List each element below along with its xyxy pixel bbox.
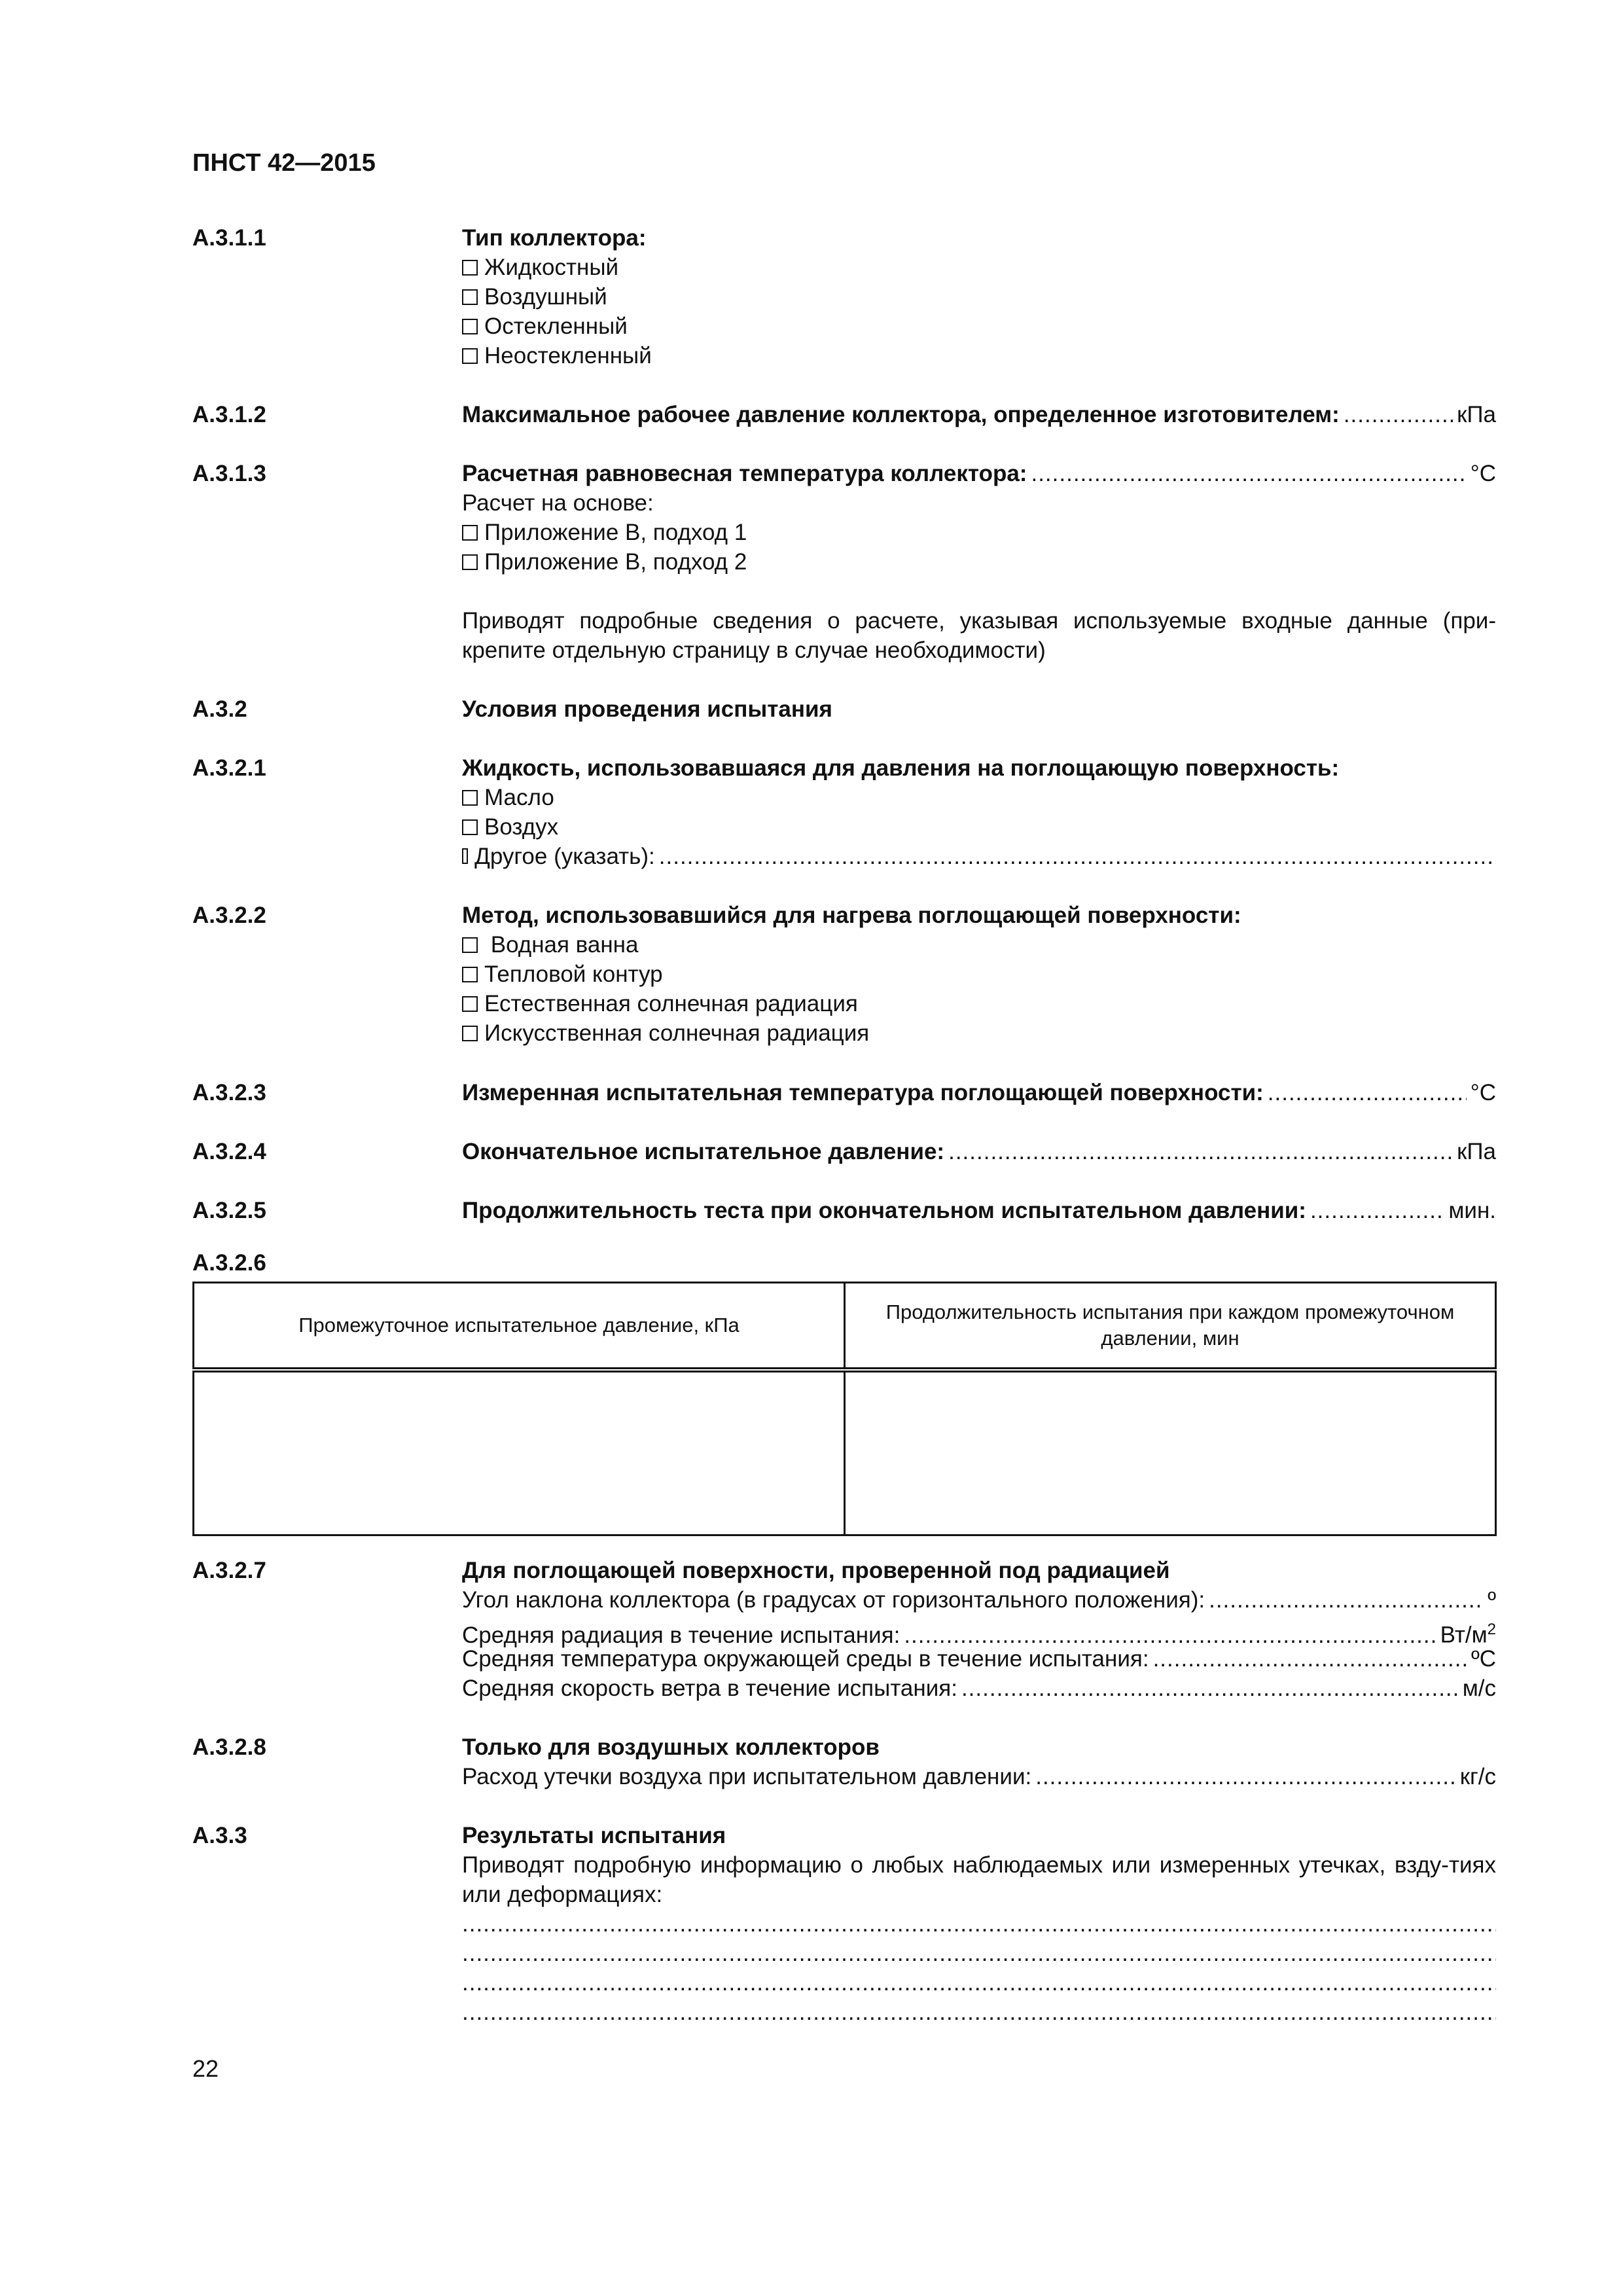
fill-dots [1153, 1644, 1467, 1674]
section-number: А.3.2 [192, 696, 247, 722]
fill-dots [659, 842, 1492, 871]
checkbox-icon[interactable] [462, 260, 478, 276]
fill-dots [961, 1674, 1459, 1703]
section-title: Только для воздушных коллекторов [462, 1734, 880, 1760]
fluid-block [462, 753, 1496, 871]
checkbox-icon[interactable] [462, 319, 478, 334]
checkbox-icon[interactable] [462, 525, 478, 541]
intermediate-pressure-table [192, 1282, 1497, 1536]
fill-dots [1310, 1196, 1444, 1225]
stagnation-temp-block [462, 459, 1496, 665]
checkbox-icon[interactable] [462, 554, 478, 570]
results-instruction: Приводят подробную информацию о любых наблюдаемых или измеренных утечках, взду-тиях или деформациях: [462, 1852, 1496, 1907]
checkbox-icon[interactable] [462, 348, 478, 364]
tilt-angle-field[interactable]: Угол наклона коллектора (в градусах от горизонтального положения): ..... º [462, 1585, 1496, 1615]
test-results-block [462, 1821, 1496, 2027]
fill-dots [1344, 400, 1453, 429]
test-conditions-block [462, 694, 1496, 724]
section-number: А.3.1.1 [192, 225, 266, 251]
option-heat-loop[interactable]: Тепловой контур [462, 960, 1496, 989]
section-number: А.3.3 [192, 1823, 247, 1848]
radiation-test-block [462, 1556, 1496, 1703]
section-title: Метод, использовавшийся для нагрева поглощающей поверхности: [462, 903, 1241, 928]
table-header-row [194, 1283, 1496, 1371]
option-air[interactable]: Воздушный [462, 282, 1496, 312]
avg-ambient-temp-field[interactable]: Средняя температура окружающей среды в течение испытания: ..... ºC [462, 1644, 1496, 1674]
test-duration-field[interactable]: Продолжительность теста при окончательном испытательном давлении: ..... мин. [462, 1196, 1496, 1225]
section-title: Для поглощающей поверхности, проверенной под радиацией [462, 1558, 1170, 1583]
fill-dots [948, 1137, 1453, 1166]
collector-type-block [462, 223, 1496, 370]
fill-dots [1035, 1762, 1455, 1791]
checkbox-icon[interactable] [462, 848, 468, 864]
section-number: А.3.1.3 [192, 461, 266, 486]
table-cell-pressure[interactable] [194, 1370, 845, 1535]
table-row [194, 1370, 1496, 1535]
section-title: Результаты испытания [462, 1823, 726, 1848]
max-pressure-field[interactable]: Максимальное рабочее давление коллектора, определенное изготовителем: ..... кПа [462, 400, 1496, 429]
section-number: А.3.2.2 [192, 903, 266, 928]
option-glazed[interactable]: Остекленный [462, 312, 1496, 341]
table-header-pressure: Промежуточное испытательное давление, кПа [194, 1283, 845, 1371]
option-air-fluid[interactable]: Воздух [462, 812, 1496, 842]
test-duration-block [462, 1196, 1496, 1225]
results-answer-line[interactable] [462, 1909, 1496, 1939]
option-natural-radiation[interactable]: Естественная солнечная радиация [462, 989, 1496, 1018]
avg-radiation-field[interactable]: Средняя радиация в течение испытания: ..... $Вт/м^2$ [462, 1615, 1496, 1644]
final-pressure-block [462, 1137, 1496, 1166]
checkbox-icon[interactable] [462, 937, 478, 953]
absorber-temp-block [462, 1078, 1496, 1107]
checkbox-icon[interactable] [462, 996, 478, 1012]
section-number: А.3.2.3 [192, 1080, 266, 1105]
fill-dots [1031, 459, 1466, 488]
option-artificial-radiation[interactable]: Искусственная солнечная радиация [462, 1018, 1496, 1048]
option-other[interactable]: Другое (указать): ..... [462, 842, 1496, 871]
air-leakage-field[interactable]: Расход утечки воздуха при испытательном давлении: ..... кг/с [462, 1762, 1496, 1791]
checkbox-icon[interactable] [462, 1026, 478, 1041]
section-number: А.3.2.8 [192, 1734, 266, 1760]
results-answer-line[interactable] [462, 1998, 1496, 2027]
max-pressure-block [462, 400, 1496, 429]
section-number: А.3.2.6 [192, 1250, 266, 1276]
heating-method-block [462, 901, 1496, 1048]
results-answer-line[interactable] [462, 1939, 1496, 1968]
section-number: А.3.2.5 [192, 1198, 266, 1223]
air-collectors-block [462, 1732, 1496, 1791]
section-number: А.3.2.1 [192, 755, 266, 781]
avg-wind-speed-field[interactable]: Средняя скорость ветра в течение испытания: ..... м/с [462, 1674, 1496, 1703]
section-title: Условия проведения испытания [462, 696, 832, 722]
option-unglazed[interactable]: Неостекленный [462, 341, 1496, 370]
section-title: Жидкость, использовавшаяся для давления на поглощающую поверхность: [462, 755, 1340, 781]
section-number: А.3.2.4 [192, 1139, 266, 1164]
document-code: ПНСТ 42—2015 [192, 149, 376, 177]
section-number: А.3.1.2 [192, 402, 266, 427]
option-approach-2[interactable]: Приложение В, подход 2 [462, 547, 1496, 577]
checkbox-icon[interactable] [462, 967, 478, 982]
checkbox-icon[interactable] [462, 819, 478, 835]
results-answer-line[interactable] [462, 1968, 1496, 1998]
final-pressure-field[interactable]: Окончательное испытательное давление: ..... кПа [462, 1137, 1496, 1166]
section-title: Тип коллектора: [462, 225, 647, 251]
stagnation-temp-field[interactable]: Расчетная равновесная температура коллектора: ..... °C [462, 459, 1496, 488]
checkbox-icon[interactable] [462, 790, 478, 806]
checkbox-icon[interactable] [462, 289, 478, 305]
option-water-bath[interactable]: Водная ванна [462, 930, 1496, 960]
table-header-duration: Продолжительность испытания при каждом промежуточном давлении, мин [845, 1283, 1496, 1371]
option-approach-1[interactable]: Приложение В, подход 1 [462, 518, 1496, 547]
page-number: 22 [192, 2055, 219, 2082]
section-number: А.3.2.7 [192, 1558, 266, 1583]
table-cell-duration[interactable] [845, 1370, 1496, 1535]
absorber-temp-field[interactable]: Измеренная испытательная температура поглощающей поверхности: ..... °C [462, 1078, 1496, 1107]
fill-dots [1209, 1585, 1484, 1615]
calculation-note: Приводят подробные сведения о расчете, указывая используемые входные данные (при-крепите отдельную страницу в случае необходимости) [462, 608, 1496, 663]
option-liquid[interactable]: Жидкостный [462, 253, 1496, 282]
basis-label: Расчет на основе: [462, 490, 654, 516]
option-oil[interactable]: Масло [462, 783, 1496, 812]
fill-dots [1268, 1078, 1467, 1107]
